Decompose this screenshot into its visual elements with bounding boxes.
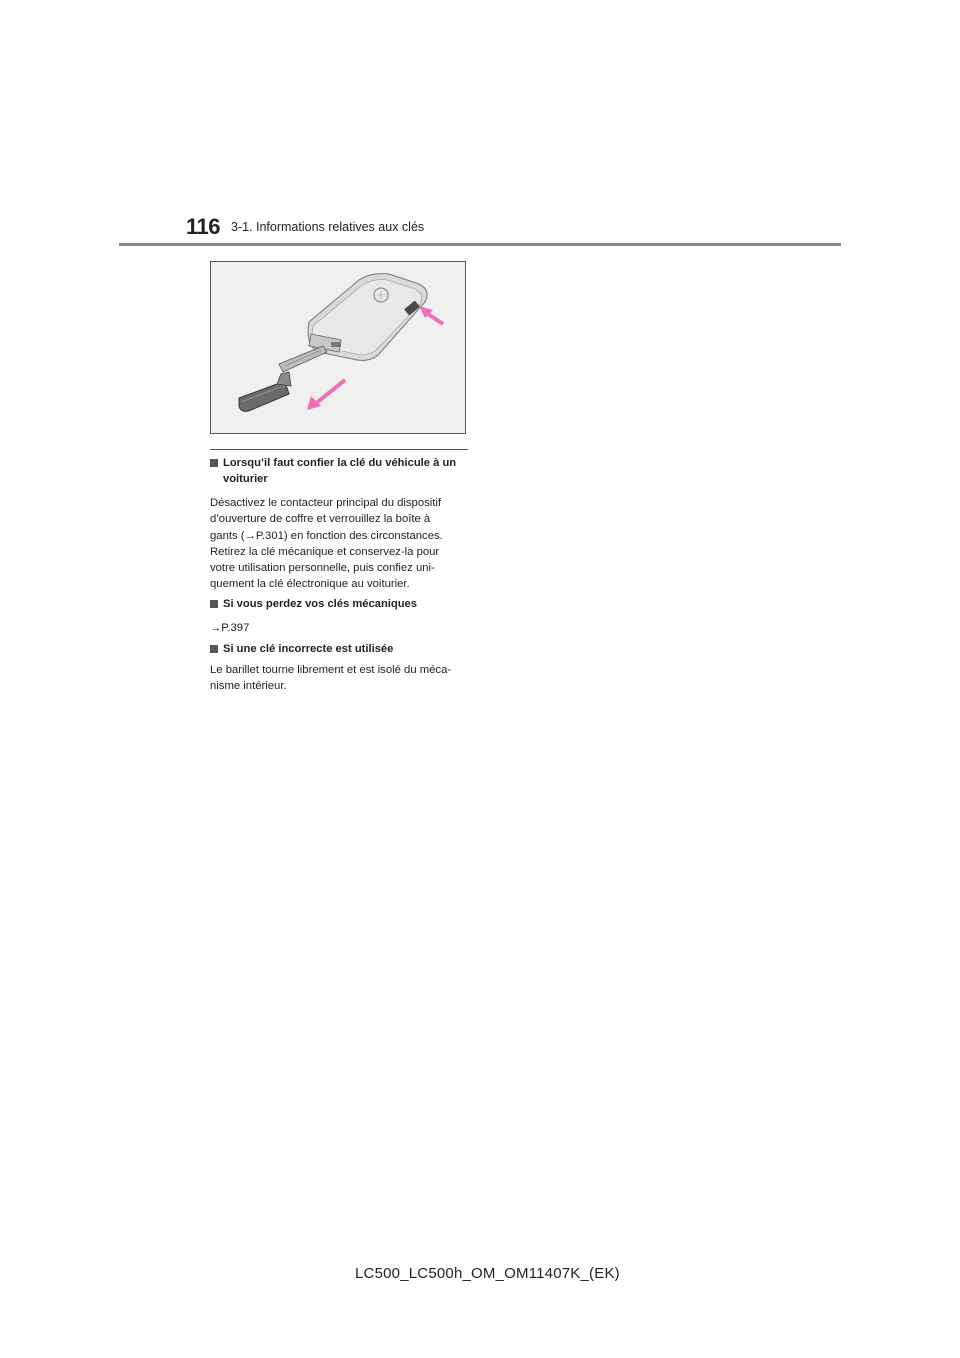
- section-heading: [210, 596, 472, 612]
- header-rule: [119, 243, 841, 246]
- section-heading: [210, 455, 472, 487]
- electronic-key-icon: [308, 274, 427, 361]
- heading-line: Si vous perdez vos clés mécaniques: [223, 598, 418, 610]
- body-line: d’ouverture de coffre et verrouillez la boîte à: [210, 513, 431, 526]
- push-arrow-icon: [419, 306, 443, 324]
- heading-line: voiturier: [223, 473, 268, 485]
- key-removal-drawing: [211, 262, 464, 432]
- body-line: gants (→P.301) en fonction des circonstances.: [210, 529, 443, 542]
- body-line: Le barillet tourne librement et est isolé du méca-: [210, 664, 452, 676]
- square-bullet-icon: [210, 600, 218, 608]
- section-heading: [210, 641, 472, 657]
- heading-line: Si une clé incorrecte est utilisée: [223, 643, 394, 655]
- footer-doc-code: LC500_LC500h_OM_OM11407K_(EK): [355, 1265, 620, 1282]
- body-line: Désactivez le contacteur principal du dispositif: [210, 497, 442, 509]
- heading-line: Lorsqu’il faut confier la clé du véhicule à un: [223, 457, 457, 469]
- section-title: 3-1. Informations relatives aux clés: [231, 220, 425, 234]
- section-body: [210, 495, 472, 593]
- section-wrong-key: [210, 641, 472, 695]
- section-valet: [210, 455, 472, 593]
- pull-arrow-icon: [307, 380, 345, 410]
- separator-rule: [210, 449, 468, 450]
- square-bullet-icon: [210, 459, 218, 467]
- key-illustration: [210, 261, 466, 434]
- body-line: votre utilisation personnelle, puis confiez uni-: [210, 562, 435, 575]
- body-line: nisme intérieur.: [210, 680, 287, 693]
- section-body: [210, 662, 472, 695]
- square-bullet-icon: [210, 645, 218, 653]
- section-body: [210, 620, 472, 636]
- section-lost-keys: [210, 596, 472, 636]
- body-line: Retirez la clé mécanique et conservez-la pour: [210, 545, 440, 558]
- page-reference: →P.397: [210, 622, 250, 634]
- body-line: quement la clé électronique au voiturier.: [210, 578, 410, 591]
- page-number: 116: [186, 214, 220, 239]
